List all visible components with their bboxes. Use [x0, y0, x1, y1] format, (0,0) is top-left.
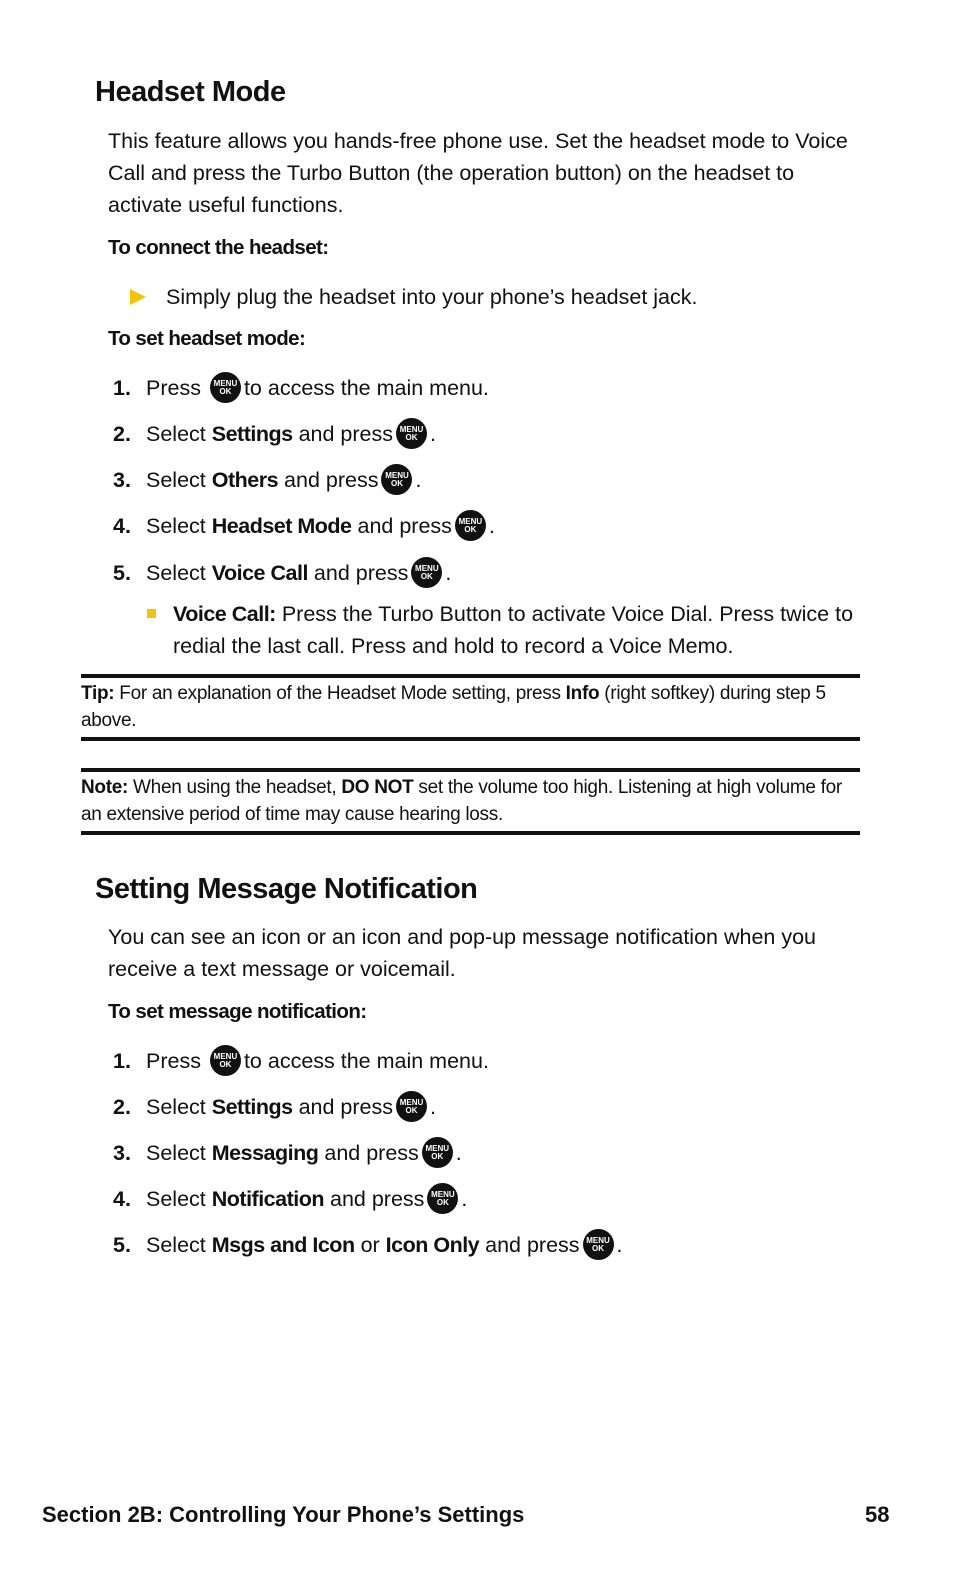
headset-step-3	[113, 464, 421, 495]
tip-bottom-rule	[81, 737, 860, 741]
step-number: 4.	[113, 513, 131, 538]
step-number: 2.	[113, 421, 131, 446]
tip-label: Tip:	[81, 683, 115, 704]
step-menu-item: Others	[211, 467, 279, 492]
menu-ok-key-icon: MENU OK	[210, 1045, 241, 1076]
headset-step-1	[113, 372, 489, 403]
step-text-pre: Select	[146, 1094, 206, 1119]
period: .	[616, 1232, 623, 1257]
notification-step-1	[113, 1045, 489, 1076]
note-box: Note: When using the headset, DO NOT set the volume too high. Listening at high volume for an extensive period of time may cause hearing loss.	[81, 777, 842, 825]
menu-ok-key-icon: MENU OK	[396, 1091, 427, 1122]
square-bullet-icon	[147, 609, 156, 618]
step-text-pre: Select	[146, 1232, 206, 1257]
menu-ok-key-icon: MENU OK	[411, 557, 442, 588]
step-menu-item: Settings	[211, 1094, 293, 1119]
connect-step-text: Simply plug the headset into your phone’s headset jack.	[166, 285, 698, 309]
notification-title: Setting Message Notification	[95, 873, 478, 905]
arrow-bullet-icon	[130, 289, 146, 305]
notification-intro: You can see an icon or an icon and pop-up message notification when you receive a text message or voicemail.	[108, 925, 816, 981]
headset-mode-title: Headset Mode	[95, 76, 286, 108]
step-text-post: and press	[284, 467, 379, 492]
headset-step-5	[113, 557, 451, 588]
headset-intro: This feature allows you hands-free phone use. Set the headset mode to Voice Call and press the Turbo Button (the operation button) on the headset to activate useful functions.	[108, 129, 848, 217]
step-text-post: and press	[324, 1140, 419, 1165]
step-menu-item: Headset Mode	[211, 513, 352, 538]
step-text-pre: Select	[146, 1140, 206, 1165]
step-text-pre: Press	[146, 375, 201, 400]
step-number: 3.	[113, 1140, 131, 1165]
note-top-rule	[81, 768, 860, 772]
step-number: 5.	[113, 560, 131, 585]
period: .	[429, 421, 436, 446]
step-menu-item: Voice Call	[211, 560, 308, 585]
step-text-post: and press	[329, 1186, 425, 1211]
notification-step-3	[113, 1137, 462, 1168]
note-label: Note:	[81, 777, 129, 798]
tip-top-rule	[81, 674, 860, 678]
step-menu-item: Notification	[211, 1186, 324, 1211]
connect-step	[130, 282, 697, 312]
period: .	[445, 560, 452, 585]
step-text-post: and press	[298, 421, 393, 446]
notification-step-2	[113, 1091, 436, 1122]
info-softkey: Info	[565, 683, 600, 704]
step-text-pre: Select	[146, 560, 206, 585]
step-text-post: and press	[485, 1232, 580, 1257]
step-menu-item: Msgs and Icon	[211, 1232, 355, 1257]
period: .	[415, 467, 422, 492]
step-menu-item: Messaging	[211, 1140, 319, 1165]
step-text-pre: Select	[146, 513, 206, 538]
step-text-mid: or	[360, 1232, 380, 1257]
headset-step-4	[113, 510, 495, 541]
period: .	[461, 1186, 468, 1211]
menu-ok-key-icon: MENU OK	[210, 372, 241, 403]
step-text-post: and press	[357, 513, 452, 538]
step-text-post: and press	[313, 560, 409, 585]
notification-step-5	[113, 1229, 623, 1260]
voice-call-bullet	[147, 598, 867, 662]
period: .	[455, 1140, 462, 1165]
step-text-pre: Select	[146, 421, 206, 446]
menu-ok-key-icon: MENU OK	[422, 1137, 453, 1168]
mode-heading: To set headset mode:	[108, 327, 306, 350]
step-number: 4.	[113, 1186, 131, 1211]
step-menu-item-alt: Icon Only	[385, 1232, 480, 1257]
page-number: 58	[865, 1502, 890, 1527]
step-number: 2.	[113, 1094, 131, 1119]
step-text-post: to access the main menu.	[243, 375, 489, 400]
step-text-pre: Select	[146, 1186, 206, 1211]
step-text-pre: Select	[146, 467, 206, 492]
period: .	[429, 1094, 436, 1119]
step-number: 1.	[113, 1048, 131, 1073]
footer-section-title: Section 2B: Controlling Your Phone’s Settings	[42, 1502, 525, 1527]
menu-ok-key-icon: MENU OK	[381, 464, 412, 495]
step-number: 3.	[113, 467, 131, 492]
menu-ok-key-icon: MENU OK	[455, 510, 486, 541]
do-not-emphasis: DO NOT	[341, 777, 414, 798]
step-text-pre: Press	[146, 1048, 201, 1073]
step-menu-item: Settings	[211, 421, 293, 446]
voice-call-label: Voice Call:	[173, 602, 276, 626]
notification-step-4	[113, 1183, 467, 1214]
tip-box: Tip: For an explanation of the Headset Mode setting, press Info (right softkey) during step 5 above.	[81, 683, 826, 731]
voice-call-text: Press the Turbo Button to activate Voice Dial. Press twice to redial the last call. Press and hold to record a Voice Memo.	[173, 602, 854, 658]
step-number: 5.	[113, 1232, 131, 1257]
headset-step-2	[113, 418, 436, 449]
period: .	[488, 513, 495, 538]
notification-heading: To set message notification:	[108, 1000, 367, 1023]
note-bottom-rule	[81, 831, 860, 835]
connect-heading: To connect the headset:	[108, 236, 329, 259]
menu-ok-key-icon: MENU OK	[396, 418, 427, 449]
menu-ok-key-icon: MENU OK	[583, 1229, 614, 1260]
menu-ok-key-icon: MENU OK	[427, 1183, 458, 1214]
step-text-post: to access the main menu.	[243, 1048, 489, 1073]
step-number: 1.	[113, 375, 131, 400]
step-text-post: and press	[298, 1094, 393, 1119]
